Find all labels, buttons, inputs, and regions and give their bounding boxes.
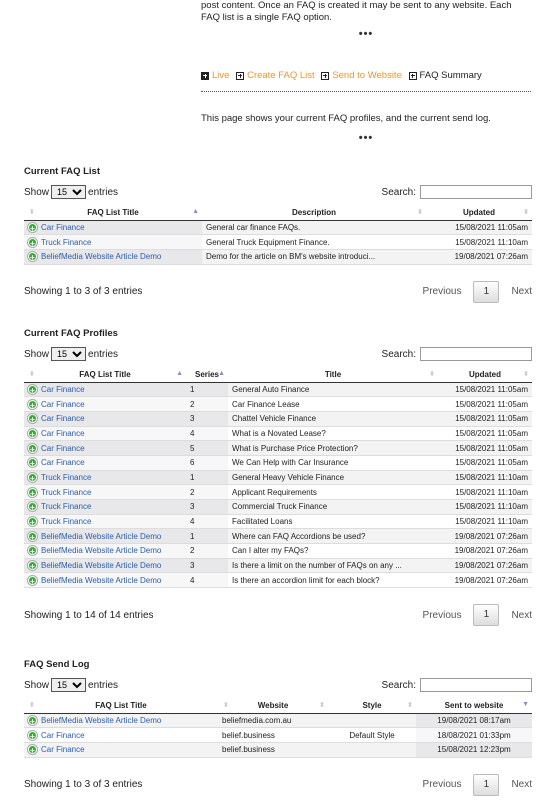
title-cell: What is Purchase Price Protection? bbox=[228, 441, 438, 456]
search-control: Search: bbox=[382, 185, 532, 199]
table-row[interactable] bbox=[24, 558, 532, 573]
expand-plus-icon[interactable]: + bbox=[28, 731, 37, 740]
updated-cell: 19/08/2021 07:26am bbox=[438, 529, 532, 544]
page-1-button[interactable]: 1 bbox=[473, 604, 499, 626]
section-title: Current FAQ List bbox=[24, 166, 101, 177]
faq-profiles-table bbox=[24, 367, 532, 588]
col-style[interactable]: Style ⬍ bbox=[328, 698, 416, 713]
entries-select[interactable] bbox=[51, 678, 86, 692]
expand-plus-icon[interactable]: + bbox=[28, 414, 37, 423]
expand-plus-icon[interactable]: + bbox=[28, 458, 37, 467]
nav-send-to-website[interactable]: Send to Website bbox=[321, 70, 402, 81]
section-title: FAQ Send Log bbox=[24, 659, 90, 670]
col-description[interactable]: Description ⬍ bbox=[202, 205, 426, 220]
expand-plus-icon[interactable]: + bbox=[28, 444, 37, 453]
faq-nav bbox=[201, 70, 531, 83]
title-cell: Car Finance Lease bbox=[228, 397, 438, 412]
table-row[interactable] bbox=[24, 529, 532, 544]
row-title[interactable]: Truck Finance bbox=[41, 502, 92, 512]
expand-plus-icon[interactable]: + bbox=[28, 576, 37, 585]
expand-plus-icon[interactable]: + bbox=[28, 473, 37, 482]
pagination bbox=[423, 604, 532, 626]
table-row[interactable] bbox=[24, 411, 532, 426]
table-row[interactable] bbox=[24, 426, 532, 441]
intro-dots: ••• bbox=[358, 28, 374, 40]
row-title[interactable]: Car Finance bbox=[41, 384, 85, 394]
table-info: Showing 1 to 3 of 3 entries bbox=[24, 779, 143, 791]
updated-cell: 15/08/2021 11:05am bbox=[438, 426, 532, 441]
title-cell: Is there an accordion limit for each block? bbox=[228, 573, 438, 588]
row-title[interactable]: BeliefMedia Website Article Demo bbox=[41, 531, 162, 541]
entries-select[interactable] bbox=[51, 185, 86, 199]
updated-cell: 19/08/2021 07:26am bbox=[438, 558, 532, 573]
series-cell: 2 bbox=[186, 544, 228, 559]
table-controls bbox=[24, 676, 532, 694]
description-cell: Demo for the article on BM's website introduci... bbox=[202, 249, 426, 264]
series-cell: 3 bbox=[186, 500, 228, 515]
previous-button[interactable]: Previous bbox=[422, 609, 462, 621]
expand-plus-icon[interactable]: + bbox=[28, 561, 37, 570]
length-control: Show 15 entries bbox=[24, 185, 118, 199]
intro-text: post content. Once an FAQ is created it may be sent to any website. Each FAQ list is a single FAQ option. bbox=[201, 0, 512, 23]
row-title-cell[interactable] bbox=[24, 397, 186, 412]
table-row[interactable] bbox=[24, 514, 532, 529]
col-title[interactable]: Title ⬍ bbox=[228, 367, 438, 382]
title-cell: Applicant Requirements bbox=[228, 485, 438, 500]
series-cell: 2 bbox=[186, 397, 228, 412]
table-controls bbox=[24, 345, 532, 363]
series-cell: 1 bbox=[186, 470, 228, 485]
pagination bbox=[423, 774, 532, 796]
series-cell: 6 bbox=[186, 455, 228, 470]
row-title-cell[interactable] bbox=[24, 426, 186, 441]
previous-button[interactable]: Previous bbox=[422, 779, 462, 791]
updated-cell: 15/08/2021 11:10am bbox=[438, 485, 532, 500]
expand-plus-icon[interactable]: + bbox=[28, 745, 37, 754]
expand-plus-icon[interactable]: + bbox=[28, 502, 37, 511]
next-button[interactable]: Next bbox=[511, 286, 532, 298]
table-footer bbox=[24, 279, 532, 305]
row-title[interactable]: BeliefMedia Website Article Demo bbox=[41, 546, 162, 556]
updated-cell: 19/08/2021 07:26am bbox=[426, 249, 532, 264]
table-row[interactable] bbox=[24, 485, 532, 500]
table-row[interactable] bbox=[24, 742, 532, 757]
series-cell: 5 bbox=[186, 441, 228, 456]
style-cell bbox=[328, 713, 416, 728]
row-title[interactable]: Truck Finance bbox=[41, 487, 92, 497]
row-title-cell[interactable] bbox=[24, 220, 202, 235]
row-title-cell[interactable] bbox=[24, 249, 202, 264]
col-updated[interactable]: Updated ⬍ bbox=[426, 205, 532, 220]
table-row[interactable] bbox=[24, 544, 532, 559]
length-control: Show 15 entries bbox=[24, 347, 118, 361]
previous-button[interactable]: Previous bbox=[422, 286, 462, 298]
row-title[interactable]: Truck Finance bbox=[41, 517, 92, 527]
next-button[interactable]: Next bbox=[511, 609, 532, 621]
pagination bbox=[423, 281, 532, 303]
section-title: Current FAQ Profiles bbox=[24, 328, 118, 339]
table-controls bbox=[24, 183, 532, 201]
expand-plus-icon[interactable]: + bbox=[28, 429, 37, 438]
table-footer bbox=[24, 602, 532, 628]
table-footer bbox=[24, 772, 532, 798]
updated-cell: 15/08/2021 11:10am bbox=[438, 514, 532, 529]
expand-plus-icon[interactable]: + bbox=[28, 517, 37, 526]
title-cell: We Can Help with Car Insurance bbox=[228, 455, 438, 470]
style-cell: Default Style bbox=[328, 728, 416, 743]
col-series[interactable]: Series ▲ bbox=[186, 367, 228, 382]
series-cell: 3 bbox=[186, 558, 228, 573]
title-cell: Chattel Vehicle Finance bbox=[228, 411, 438, 426]
row-title-cell[interactable] bbox=[24, 455, 186, 470]
updated-cell: 15/08/2021 11:05am bbox=[438, 455, 532, 470]
next-button[interactable]: Next bbox=[511, 779, 532, 791]
col-faq-list-title[interactable]: ⬍ FAQ List Title ▲ bbox=[24, 367, 186, 382]
title-cell: Where can FAQ Accordions be used? bbox=[228, 529, 438, 544]
sent-cell: 19/08/2021 08:17am bbox=[416, 713, 532, 728]
nav-faq-summary: FAQ Summary bbox=[409, 70, 482, 81]
table-row[interactable] bbox=[24, 249, 532, 264]
expand-plus-icon[interactable]: + bbox=[28, 223, 37, 232]
title-cell: What is a Novated Lease? bbox=[228, 426, 438, 441]
series-cell: 2 bbox=[186, 485, 228, 500]
row-title[interactable]: Car Finance bbox=[41, 399, 85, 409]
expand-plus-icon[interactable]: + bbox=[28, 385, 37, 394]
row-title[interactable]: Car Finance bbox=[41, 428, 85, 438]
title-cell: Commercial Truck Finance bbox=[228, 500, 438, 515]
row-title-cell[interactable] bbox=[24, 544, 186, 559]
updated-cell: 15/08/2021 11:05am bbox=[438, 441, 532, 456]
col-faq-list-title[interactable]: ⬍ FAQ List Title ▲ bbox=[24, 205, 202, 220]
plus-square-icon bbox=[321, 72, 329, 80]
expand-plus-icon[interactable]: + bbox=[28, 238, 37, 247]
row-title[interactable]: BeliefMedia Website Article Demo bbox=[41, 252, 162, 262]
row-title[interactable]: Truck Finance bbox=[41, 237, 92, 247]
row-title-cell[interactable] bbox=[24, 382, 186, 397]
search-input[interactable] bbox=[420, 347, 532, 361]
expand-plus-icon[interactable]: + bbox=[28, 252, 37, 261]
search-control: Search: bbox=[382, 678, 532, 692]
updated-cell: 15/08/2021 11:10am bbox=[438, 470, 532, 485]
faq-profiles-section bbox=[24, 328, 532, 628]
title-cell: Is there a limit on the number of FAQs on any ... bbox=[228, 558, 438, 573]
title-cell: Facilitated Loans bbox=[228, 514, 438, 529]
row-title-cell[interactable] bbox=[24, 713, 218, 728]
row-title-cell[interactable] bbox=[24, 441, 186, 456]
table-row[interactable] bbox=[24, 573, 532, 588]
updated-cell: 15/08/2021 11:05am bbox=[426, 220, 532, 235]
title-cell: Can I alter my FAQs? bbox=[228, 544, 438, 559]
row-title-cell[interactable] bbox=[24, 470, 186, 485]
row-title-cell[interactable] bbox=[24, 514, 186, 529]
row-title[interactable]: Car Finance bbox=[41, 443, 85, 453]
row-title-cell[interactable] bbox=[24, 235, 202, 250]
table-row[interactable] bbox=[24, 397, 532, 412]
row-title[interactable]: BeliefMedia Website Article Demo bbox=[41, 575, 162, 585]
updated-cell: 15/08/2021 11:10am bbox=[426, 235, 532, 250]
series-cell: 3 bbox=[186, 411, 228, 426]
table-row[interactable] bbox=[24, 220, 532, 235]
length-control: Show 15 entries bbox=[24, 678, 118, 692]
series-cell: 4 bbox=[186, 426, 228, 441]
table-row[interactable] bbox=[24, 500, 532, 515]
table-row[interactable] bbox=[24, 441, 532, 456]
expand-plus-icon[interactable]: + bbox=[28, 532, 37, 541]
description-cell: General car finance FAQs. bbox=[202, 220, 426, 235]
expand-plus-icon[interactable]: + bbox=[28, 716, 37, 725]
series-cell: 4 bbox=[186, 514, 228, 529]
row-title-cell[interactable] bbox=[24, 728, 218, 743]
page-1-button[interactable]: 1 bbox=[473, 774, 499, 796]
nav-live[interactable]: Live bbox=[201, 70, 229, 81]
title-cell: General Heavy Vehicle Finance bbox=[228, 470, 438, 485]
col-updated[interactable]: Updated ⬍ bbox=[438, 367, 532, 382]
style-cell bbox=[328, 742, 416, 757]
page-note: This page shows your current FAQ profiles, and the current send log. bbox=[201, 113, 491, 124]
sent-cell: 18/08/2021 01:33pm bbox=[416, 728, 532, 743]
plus-square-icon bbox=[201, 72, 209, 80]
col-faq-list-title[interactable]: ⬍ FAQ List Title bbox=[24, 698, 218, 713]
sent-cell: 15/08/2021 12:23pm bbox=[416, 742, 532, 757]
intro-block bbox=[201, 0, 531, 40]
website-cell: beliefmedia.com.au bbox=[218, 713, 328, 728]
series-cell: 1 bbox=[186, 382, 228, 397]
search-input[interactable] bbox=[420, 678, 532, 692]
search-control: Search: bbox=[382, 347, 532, 361]
send-log-section bbox=[24, 659, 532, 798]
row-title[interactable]: Car Finance bbox=[41, 414, 85, 424]
page-1-button[interactable]: 1 bbox=[473, 281, 499, 303]
col-website[interactable]: ⬍ Website ⬍ bbox=[218, 698, 328, 713]
table-row[interactable] bbox=[24, 235, 532, 250]
entries-select[interactable] bbox=[51, 347, 86, 361]
faq-list-table bbox=[24, 205, 532, 265]
row-title[interactable]: BeliefMedia Website Article Demo bbox=[41, 715, 162, 725]
col-sent-to-website[interactable]: Sent to website ▼ bbox=[416, 698, 532, 713]
row-title-cell[interactable] bbox=[24, 411, 186, 426]
expand-plus-icon[interactable]: + bbox=[28, 488, 37, 497]
plus-square-icon bbox=[409, 72, 417, 80]
website-cell: belief.business bbox=[218, 728, 328, 743]
note-dots: ••• bbox=[358, 132, 374, 144]
table-row[interactable] bbox=[24, 455, 532, 470]
row-title[interactable]: Truck Finance bbox=[41, 472, 92, 482]
divider bbox=[201, 91, 531, 92]
title-cell: General Auto Finance bbox=[228, 382, 438, 397]
row-title-cell[interactable] bbox=[24, 485, 186, 500]
row-title[interactable]: BeliefMedia Website Article Demo bbox=[41, 561, 162, 571]
table-row[interactable] bbox=[24, 382, 532, 397]
row-title[interactable]: Car Finance bbox=[41, 730, 85, 740]
send-log-table bbox=[24, 698, 532, 758]
table-info: Showing 1 to 14 of 14 entries bbox=[24, 609, 154, 621]
nav-create-faq-list[interactable]: Create FAQ List bbox=[236, 70, 315, 81]
row-title-cell[interactable] bbox=[24, 500, 186, 515]
row-title[interactable]: Car Finance bbox=[41, 745, 85, 755]
expand-plus-icon[interactable]: + bbox=[28, 546, 37, 555]
faq-list-section bbox=[24, 166, 532, 305]
updated-cell: 15/08/2021 11:05am bbox=[438, 411, 532, 426]
row-title-cell[interactable] bbox=[24, 529, 186, 544]
table-row[interactable] bbox=[24, 470, 532, 485]
row-title-cell[interactable] bbox=[24, 558, 186, 573]
series-cell: 4 bbox=[186, 573, 228, 588]
table-row[interactable] bbox=[24, 713, 532, 728]
table-info: Showing 1 to 3 of 3 entries bbox=[24, 286, 143, 298]
expand-plus-icon[interactable]: + bbox=[28, 400, 37, 409]
updated-cell: 19/08/2021 07:26am bbox=[438, 544, 532, 559]
updated-cell: 15/08/2021 11:05am bbox=[438, 382, 532, 397]
table-row[interactable] bbox=[24, 728, 532, 743]
search-input[interactable] bbox=[420, 185, 532, 199]
website-cell: belief.business bbox=[218, 742, 328, 757]
row-title[interactable]: Car Finance bbox=[41, 458, 85, 468]
series-cell: 1 bbox=[186, 529, 228, 544]
plus-square-icon bbox=[236, 72, 244, 80]
row-title[interactable]: Car Finance bbox=[41, 222, 85, 232]
updated-cell: 15/08/2021 11:05am bbox=[438, 397, 532, 412]
updated-cell: 15/08/2021 11:10am bbox=[438, 500, 532, 515]
updated-cell: 19/08/2021 07:26am bbox=[438, 573, 532, 588]
row-title-cell[interactable] bbox=[24, 742, 218, 757]
row-title-cell[interactable] bbox=[24, 573, 186, 588]
description-cell: General Truck Equipment Finance. bbox=[202, 235, 426, 250]
